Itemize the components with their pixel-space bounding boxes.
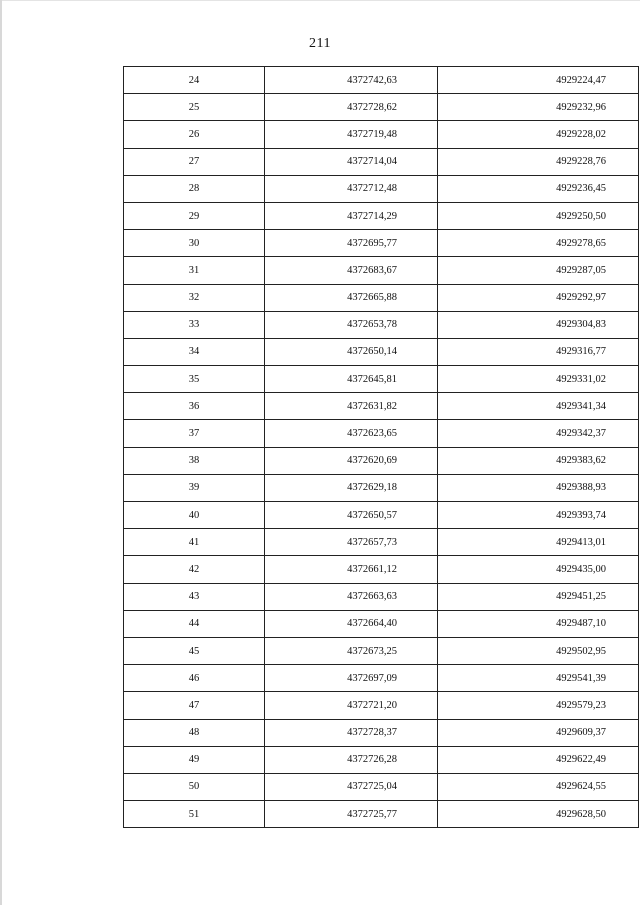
- x-coordinate-cell: 4372719,48: [265, 121, 438, 148]
- table-row: [124, 284, 639, 311]
- table-row: [124, 94, 639, 121]
- x-coordinate-cell: 4372663,63: [265, 583, 438, 610]
- x-coordinate-cell: 4372653,78: [265, 311, 438, 338]
- point-number-cell: 41: [124, 529, 265, 556]
- point-number-cell: 48: [124, 719, 265, 746]
- x-coordinate-cell: 4372714,04: [265, 148, 438, 175]
- x-coordinate-cell: 4372620,69: [265, 447, 438, 474]
- point-number-cell: 39: [124, 474, 265, 501]
- point-number-cell: 30: [124, 230, 265, 257]
- x-coordinate-cell: 4372695,77: [265, 230, 438, 257]
- point-number-cell: 33: [124, 311, 265, 338]
- x-coordinate-cell: 4372657,73: [265, 529, 438, 556]
- scan-top-edge: [0, 0, 640, 1]
- y-coordinate-cell: 4929622,49: [438, 746, 639, 773]
- point-number-cell: 26: [124, 121, 265, 148]
- y-coordinate-cell: 4929236,45: [438, 175, 639, 202]
- point-number-cell: 50: [124, 773, 265, 800]
- point-number-cell: 32: [124, 284, 265, 311]
- y-coordinate-cell: 4929316,77: [438, 338, 639, 365]
- y-coordinate-cell: 4929541,39: [438, 665, 639, 692]
- x-coordinate-cell: 4372725,77: [265, 801, 438, 828]
- x-coordinate-cell: 4372728,37: [265, 719, 438, 746]
- y-coordinate-cell: 4929451,25: [438, 583, 639, 610]
- point-number-cell: 35: [124, 366, 265, 393]
- y-coordinate-cell: 4929388,93: [438, 474, 639, 501]
- table-row: [124, 773, 639, 800]
- x-coordinate-cell: 4372697,09: [265, 665, 438, 692]
- y-coordinate-cell: 4929624,55: [438, 773, 639, 800]
- y-coordinate-cell: 4929393,74: [438, 502, 639, 529]
- y-coordinate-cell: 4929628,50: [438, 801, 639, 828]
- x-coordinate-cell: 4372645,81: [265, 366, 438, 393]
- table-row: [124, 420, 639, 447]
- table-row: [124, 583, 639, 610]
- y-coordinate-cell: 4929250,50: [438, 202, 639, 229]
- x-coordinate-cell: 4372721,20: [265, 692, 438, 719]
- x-coordinate-cell: 4372714,29: [265, 202, 438, 229]
- table-row: [124, 311, 639, 338]
- point-number-cell: 24: [124, 67, 265, 94]
- x-coordinate-cell: 4372650,57: [265, 502, 438, 529]
- point-number-cell: 37: [124, 420, 265, 447]
- table-row: [124, 67, 639, 94]
- x-coordinate-cell: 4372725,04: [265, 773, 438, 800]
- table-row: [124, 175, 639, 202]
- point-number-cell: 29: [124, 202, 265, 229]
- x-coordinate-cell: 4372683,67: [265, 257, 438, 284]
- x-coordinate-cell: 4372712,48: [265, 175, 438, 202]
- table-row: [124, 801, 639, 828]
- scan-left-edge: [0, 0, 2, 905]
- y-coordinate-cell: 4929341,34: [438, 393, 639, 420]
- point-number-cell: 40: [124, 502, 265, 529]
- table-row: [124, 121, 639, 148]
- x-coordinate-cell: 4372742,63: [265, 67, 438, 94]
- point-number-cell: 44: [124, 610, 265, 637]
- table-row: [124, 665, 639, 692]
- point-number-cell: 38: [124, 447, 265, 474]
- point-number-cell: 31: [124, 257, 265, 284]
- table-row: [124, 230, 639, 257]
- table-row: [124, 202, 639, 229]
- point-number-cell: 43: [124, 583, 265, 610]
- table-row: [124, 637, 639, 664]
- x-coordinate-cell: 4372664,40: [265, 610, 438, 637]
- point-number-cell: 42: [124, 556, 265, 583]
- point-number-cell: 25: [124, 94, 265, 121]
- point-number-cell: 36: [124, 393, 265, 420]
- table-row: [124, 148, 639, 175]
- y-coordinate-cell: 4929487,10: [438, 610, 639, 637]
- y-coordinate-cell: 4929435,00: [438, 556, 639, 583]
- table-row: [124, 366, 639, 393]
- point-number-cell: 51: [124, 801, 265, 828]
- y-coordinate-cell: 4929331,02: [438, 366, 639, 393]
- y-coordinate-cell: 4929228,02: [438, 121, 639, 148]
- table-row: [124, 529, 639, 556]
- page-number: 211: [309, 36, 331, 51]
- point-number-cell: 47: [124, 692, 265, 719]
- x-coordinate-cell: 4372726,28: [265, 746, 438, 773]
- y-coordinate-cell: 4929292,97: [438, 284, 639, 311]
- table-row: [124, 447, 639, 474]
- y-coordinate-cell: 4929232,96: [438, 94, 639, 121]
- y-coordinate-cell: 4929278,65: [438, 230, 639, 257]
- y-coordinate-cell: 4929304,83: [438, 311, 639, 338]
- x-coordinate-cell: 4372629,18: [265, 474, 438, 501]
- y-coordinate-cell: 4929609,37: [438, 719, 639, 746]
- table-row: [124, 393, 639, 420]
- y-coordinate-cell: 4929287,05: [438, 257, 639, 284]
- point-number-cell: 46: [124, 665, 265, 692]
- x-coordinate-cell: 4372631,82: [265, 393, 438, 420]
- table-row: [124, 257, 639, 284]
- point-number-cell: 28: [124, 175, 265, 202]
- x-coordinate-cell: 4372665,88: [265, 284, 438, 311]
- y-coordinate-cell: 4929342,37: [438, 420, 639, 447]
- point-number-cell: 49: [124, 746, 265, 773]
- point-number-cell: 27: [124, 148, 265, 175]
- x-coordinate-cell: 4372623,65: [265, 420, 438, 447]
- x-coordinate-cell: 4372661,12: [265, 556, 438, 583]
- coordinates-table-body: [124, 67, 639, 828]
- table-row: [124, 556, 639, 583]
- x-coordinate-cell: 4372728,62: [265, 94, 438, 121]
- table-row: [124, 474, 639, 501]
- y-coordinate-cell: 4929383,62: [438, 447, 639, 474]
- y-coordinate-cell: 4929413,01: [438, 529, 639, 556]
- y-coordinate-cell: 4929228,76: [438, 148, 639, 175]
- table-row: [124, 502, 639, 529]
- x-coordinate-cell: 4372650,14: [265, 338, 438, 365]
- point-number-cell: 34: [124, 338, 265, 365]
- table-row: [124, 610, 639, 637]
- coordinates-table: [123, 66, 639, 828]
- y-coordinate-cell: 4929579,23: [438, 692, 639, 719]
- y-coordinate-cell: 4929224,47: [438, 67, 639, 94]
- point-number-cell: 45: [124, 637, 265, 664]
- table-row: [124, 719, 639, 746]
- table-row: [124, 692, 639, 719]
- table-row: [124, 338, 639, 365]
- table-row: [124, 746, 639, 773]
- y-coordinate-cell: 4929502,95: [438, 637, 639, 664]
- x-coordinate-cell: 4372673,25: [265, 637, 438, 664]
